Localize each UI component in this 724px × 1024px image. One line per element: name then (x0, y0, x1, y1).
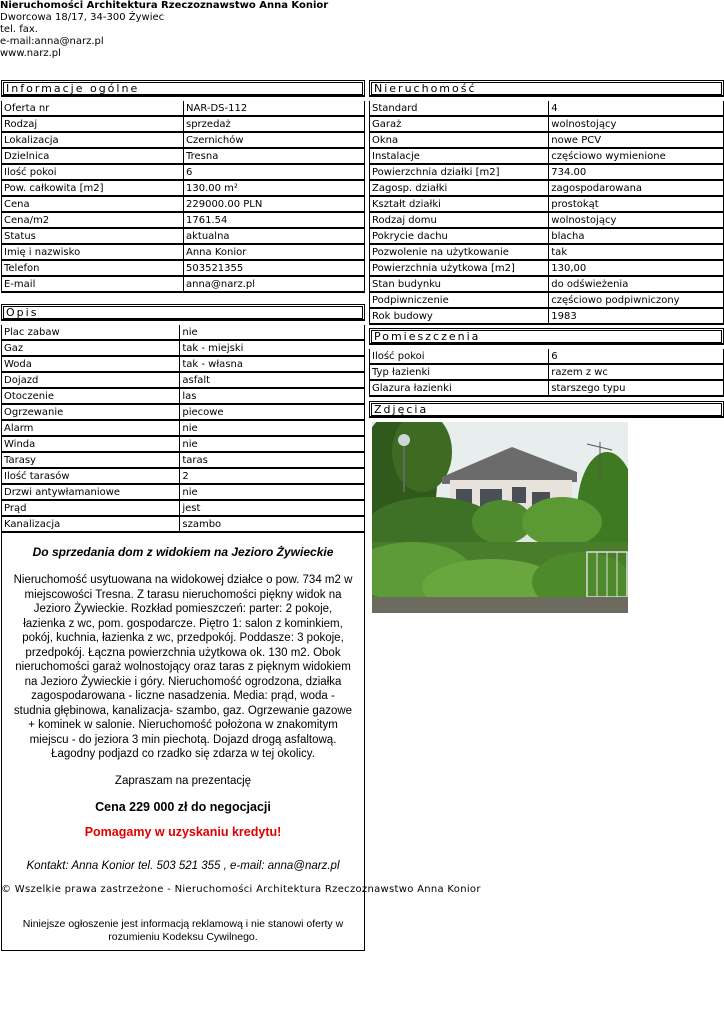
property-label: Pozwolenie na użytkowanie (369, 245, 548, 261)
opis-value: nie (179, 437, 365, 453)
property-row (369, 229, 724, 245)
general-row (1, 213, 365, 229)
property-row (369, 213, 724, 229)
general-label: Pow. całkowita [m2] (1, 181, 183, 197)
opis-row (1, 453, 365, 469)
general-row (1, 165, 365, 181)
general-label: Lokalizacja (1, 133, 183, 149)
opis-value: piecowe (179, 405, 365, 421)
opis-value: jest (179, 501, 365, 517)
house-photo[interactable] (372, 422, 628, 613)
property-value: prostokąt (548, 197, 724, 213)
general-value: Tresna (183, 149, 365, 165)
section-title-general: Informacje ogólne (1, 80, 365, 97)
opis-label: Alarm (1, 421, 179, 437)
general-label: Cena (1, 197, 183, 213)
opis-value: tak - miejski (179, 341, 365, 357)
opis-row (1, 341, 365, 357)
opis-label: Otoczenie (1, 389, 179, 405)
general-value: sprzedaż (183, 117, 365, 133)
general-row (1, 229, 365, 245)
property-label: Powierzchnia działki [m2] (369, 165, 548, 181)
property-row (369, 293, 724, 309)
property-label: Powierzchnia użytkowa [m2] (369, 261, 548, 277)
opis-label: Ilość tarasów (1, 469, 179, 485)
property-label: Okna (369, 133, 548, 149)
general-row (1, 245, 365, 261)
opis-label: Prąd (1, 501, 179, 517)
property-label: Instalacje (369, 149, 548, 165)
general-info-table (1, 101, 365, 293)
rooms-row (369, 381, 724, 397)
property-value: częściowo podpiwniczony (548, 293, 724, 309)
property-table (369, 101, 724, 325)
rooms-value: 6 (548, 349, 724, 365)
opis-row (1, 325, 365, 341)
general-label: Rodzaj (1, 117, 183, 133)
description-invite: Zapraszam na prezentację (114, 774, 252, 787)
general-row (1, 101, 365, 117)
opis-label: Drzwi antywłamaniowe (1, 485, 179, 501)
description-price: Cena 229 000 zł do negocjacji (95, 800, 271, 814)
general-label: Telefon (1, 261, 183, 277)
property-label: Stan budynku (369, 277, 548, 293)
property-value: 130,00 (548, 261, 724, 277)
general-label: Status (1, 229, 183, 245)
description-title: Do sprzedania dom z widokiem na Jezioro Żywieckie (32, 545, 334, 559)
opis-row (1, 357, 365, 373)
property-value: blacha (548, 229, 724, 245)
property-row (369, 245, 724, 261)
company-email: e-mail:anna@narz.pl (0, 36, 104, 47)
right-column (369, 79, 724, 638)
general-value: anna@narz.pl (183, 277, 365, 293)
property-value: 4 (548, 101, 724, 117)
general-row (1, 117, 365, 133)
property-row (369, 149, 724, 165)
general-value: 1761.54 (183, 213, 365, 229)
opis-row (1, 437, 365, 453)
property-row (369, 133, 724, 149)
company-header (0, 0, 328, 60)
opis-value: 2 (179, 469, 365, 485)
left-column (1, 79, 365, 951)
property-label: Kształt działki (369, 197, 548, 213)
general-value: Czernichów (183, 133, 365, 149)
description-contact: Kontakt: Anna Konior tel. 503 521 355 , e-mail: anna@narz.pl (26, 860, 340, 872)
rooms-label: Ilość pokoi (369, 349, 548, 365)
rooms-row (369, 349, 724, 365)
company-phone: tel. fax. (0, 24, 38, 35)
rooms-label: Typ łazienki (369, 365, 548, 381)
general-row (1, 149, 365, 165)
property-value: 1983 (548, 309, 724, 325)
opis-value: tak - własna (179, 357, 365, 373)
property-label: Rodzaj domu (369, 213, 548, 229)
opis-label: Kanalizacja (1, 517, 179, 533)
company-name: Nieruchomości Architektura Rzeczoznawstwo Anna Konior (0, 0, 329, 11)
opis-label: Plac zabaw (1, 325, 179, 341)
opis-value: nie (179, 485, 365, 501)
property-value: wolnostojący (548, 213, 724, 229)
general-value: NAR-DS-112 (183, 101, 365, 117)
property-row (369, 181, 724, 197)
opis-row (1, 517, 365, 533)
property-value: 734.00 (548, 165, 724, 181)
property-value: wolnostojący (548, 117, 724, 133)
general-row (1, 277, 365, 293)
property-value: częściowo wymienione (548, 149, 724, 165)
opis-value: nie (179, 325, 365, 341)
general-row (1, 261, 365, 277)
property-row (369, 165, 724, 181)
general-value: aktualna (183, 229, 365, 245)
opis-row (1, 373, 365, 389)
property-label: Rok budowy (369, 309, 548, 325)
general-row (1, 197, 365, 213)
opis-label: Gaz (1, 341, 179, 357)
property-row (369, 261, 724, 277)
general-value: 229000.00 PLN (183, 197, 365, 213)
general-label: E-mail (1, 277, 183, 293)
property-row (369, 309, 724, 325)
property-row (369, 101, 724, 117)
general-label: Imię i nazwisko (1, 245, 183, 261)
opis-label: Woda (1, 357, 179, 373)
property-value: tak (548, 245, 724, 261)
company-www: www.narz.pl (0, 48, 61, 59)
property-label: Pokrycie dachu (369, 229, 548, 245)
opis-row (1, 389, 365, 405)
general-row (1, 181, 365, 197)
opis-value: nie (179, 421, 365, 437)
general-value: 130.00 m² (183, 181, 365, 197)
property-label: Garaż (369, 117, 548, 133)
opis-row (1, 469, 365, 485)
property-label: Standard (369, 101, 548, 117)
general-label: Dzielnica (1, 149, 183, 165)
property-row (369, 277, 724, 293)
property-row (369, 117, 724, 133)
section-title-rooms: Pomieszczenia (369, 328, 724, 345)
rooms-value: razem z wc (548, 365, 724, 381)
property-label: Podpiwniczenie (369, 293, 548, 309)
general-row (1, 133, 365, 149)
section-title-photos: Zdjęcia (369, 401, 724, 418)
opis-value: taras (179, 453, 365, 469)
rooms-table (369, 349, 724, 397)
general-value: 6 (183, 165, 365, 181)
general-label: Cena/m2 (1, 213, 183, 229)
opis-label: Winda (1, 437, 179, 453)
property-label: Zagosp. działki (369, 181, 548, 197)
description-credit: Pomagamy w uzyskaniu kredytu! (84, 824, 282, 839)
opis-value: szambo (179, 517, 365, 533)
opis-row (1, 501, 365, 517)
description-body: Nieruchomość usytuowana na widokowej działce o pow. 734 m2 w miejscowości Tresna. Z tarasu nieruchomości piękny widok na Jezioro Żywieckie. Rozkład pomieszczeń: parter: 2 pokoje, łazienka z wc, pom. gospodarcze. Piętro 1: salon z kominkiem, pokój, kuchnia, łazienka z wc, przedpokój. Poddasze: 3 pokoje, przedpokój. Łączna powierzchnia użytkowa ok. 130 m2. Obok nieruchomości garaż wolnostojący oraz taras z pięknym widokiem na Jezioro Żywieckie i góry. Nieruchomość ogrodzona, działka zagospodarowana - liczne nasadzenia. Media: prąd, woda - studnia głębinowa, kanalizacja- szambo, gaz. Ogrzewanie gazowe + kominek w salonie. Nieruchomość położona w znakomitym miejscu - do jeziora 3 min piechotą. Dojazd drogą asfaltową. Łagodny podjazd co rzadko się zdarza w tej okolicy. (13, 574, 353, 760)
property-value: zagospodarowana (548, 181, 724, 197)
description-note: Niniejsze ogłoszenie jest informacją reklamową i nie stanowi oferty w rozumieniu Kodeksu Cywilnego. (22, 917, 344, 943)
opis-row (1, 421, 365, 437)
photos-area (369, 418, 724, 638)
section-title-opis: Opis (1, 304, 365, 321)
opis-table (1, 325, 365, 533)
rooms-value: starszego typu (548, 381, 724, 397)
rooms-label: Glazura łazienki (369, 381, 548, 397)
opis-row (1, 485, 365, 501)
opis-value: asfalt (179, 373, 365, 389)
section-title-property: Nieruchomość (369, 80, 724, 97)
general-value: Anna Konior (183, 245, 365, 261)
general-value: 503521355 (183, 261, 365, 277)
opis-value: las (179, 389, 365, 405)
opis-label: Tarasy (1, 453, 179, 469)
opis-label: Ogrzewanie (1, 405, 179, 421)
property-row (369, 197, 724, 213)
general-label: Ilość pokoi (1, 165, 183, 181)
property-value: do odświeżenia (548, 277, 724, 293)
rooms-row (369, 365, 724, 381)
opis-row (1, 405, 365, 421)
opis-label: Dojazd (1, 373, 179, 389)
footer-copyright: © Wszelkie prawa zastrzeżone - Nieruchomości Architektura Rzeczoznawstwo Anna Konior (1, 884, 481, 895)
property-value: nowe PCV (548, 133, 724, 149)
company-address: Dworcowa 18/17, 34-300 Żywiec (0, 12, 165, 23)
general-label: Oferta nr (1, 101, 183, 117)
